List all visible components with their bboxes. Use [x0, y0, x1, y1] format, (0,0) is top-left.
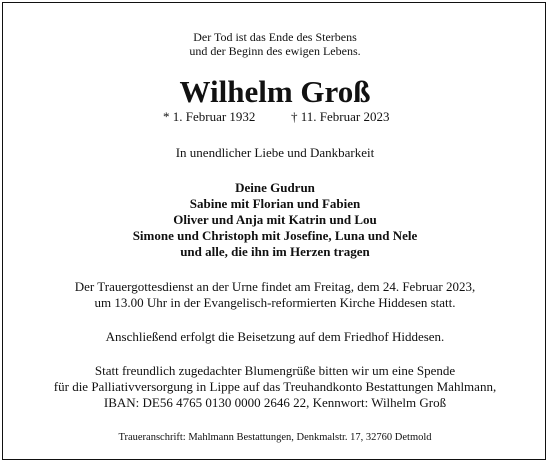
- death-date: † 11. Februar 2023: [291, 109, 390, 124]
- motto-line-2: und der Beginn des ewigen Lebens.: [189, 44, 361, 58]
- service-line-1: Der Trauergottesdienst an der Urne findet am Freitag, dem 24. Februar 2023,: [74, 279, 476, 294]
- deceased-name: Wilhelm Groß: [179, 74, 371, 109]
- family-line: Deine Gudrun: [235, 180, 315, 195]
- family-line: Oliver und Anja mit Katrin und Lou: [173, 212, 377, 227]
- life-dates: [0, 109, 550, 124]
- dedication: In unendlicher Liebe und Dankbarkeit: [175, 145, 375, 160]
- mourning-address: Traueranschrift: Mahlmann Bestattungen, Denkmalstr. 17, 32760 Detmold: [118, 432, 432, 443]
- service-line-2: um 13.00 Uhr in der Evangelisch-reformierten Kirche Hiddesen statt.: [94, 295, 456, 310]
- donation-line-1: Statt freundlich zugedachter Blumengrüße bitten wir um eine Spende: [94, 363, 456, 378]
- family-line: und alle, die ihn im Herzen tragen: [180, 244, 370, 259]
- motto-line-1: Der Tod ist das Ende des Sterbens: [193, 30, 357, 44]
- family-line: Sabine mit Florian und Fabien: [189, 196, 361, 211]
- donation-line-2: für die Palliativversorgung in Lippe auf das Treuhandkonto Bestattungen Mahlmann,: [53, 379, 497, 394]
- family-line: Simone und Christoph mit Josefine, Luna und Nele: [132, 228, 418, 243]
- birth-date: * 1. Februar 1932: [163, 109, 256, 124]
- donation-line-3: IBAN: DE56 4765 0130 0000 2646 22, Kennwort: Wilhelm Groß: [103, 395, 447, 410]
- burial-info: Anschließend erfolgt die Beisetzung auf dem Friedhof Hiddesen.: [105, 329, 445, 344]
